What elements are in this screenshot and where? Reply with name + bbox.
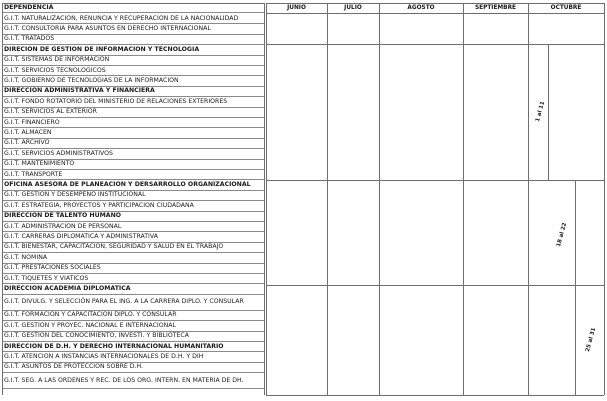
grid-vertical-line <box>327 3 328 395</box>
dependency-row: G.I.T. MANTENIMIENTO <box>2 160 264 170</box>
grid-horizontal-line <box>266 285 604 286</box>
month-header-junio: JUNIO <box>287 5 306 11</box>
dependency-row: G.I.T. NOMINA <box>2 253 264 263</box>
dependency-row: G.I.T. TRANSPORTE <box>2 170 264 180</box>
grid-vertical-line <box>266 3 267 395</box>
section-header-row: DIRECCION DE D.H. Y DERECHO INTERNACIONAL HUMANITARIO <box>2 342 264 352</box>
grid-vertical-line <box>379 3 380 395</box>
dependency-row: G.I.T. DIVULG. Y SELECCIÓN PARA EL ING. A LA CARRERA DIPLO. Y CONSULAR <box>2 295 264 311</box>
dependency-row: G.I.T. FORMACIÓN Y CAPACITACIÓN DIPLO. Y CONSULAR <box>2 311 264 321</box>
grid-vertical-line <box>528 3 529 395</box>
dependencia-header: DEPENDENCIA <box>2 4 264 13</box>
month-header-julio: JULIO <box>344 5 362 11</box>
grid-top-border <box>2 3 264 4</box>
grid-horizontal-line <box>266 180 604 181</box>
section-header-row: DIRECCION ACADEMIA DIPLOMATICA <box>2 284 264 294</box>
dependency-row: G.I.T. ATENCION A INSTANCIAS INTERNACIONALES DE D.H. Y DIH <box>2 352 264 362</box>
section-header-row: OFICINA ASESORA DE PLANEACION Y DERSARROLLO ORGANIZACIONAL <box>2 180 264 190</box>
dependency-row: G.I.T. ARCHIVO <box>2 139 264 149</box>
dependency-row: G.I.T. CARRERAS DIPLOMATICA Y ADMINISTRATIVA <box>2 232 264 242</box>
grid-vertical-line <box>2 3 3 395</box>
dependency-row: G.I.T. ESTRATEGIA, PROYECTOS Y PARTICIPACION CIUDADANA <box>2 201 264 211</box>
section-header-row: DIRECCION ADMINISTRATIVA Y FINANCIERA <box>2 87 264 97</box>
dependency-row: G.I.T. SISTEMAS DE INFORMACION <box>2 56 264 66</box>
grid-vertical-line <box>264 3 265 395</box>
month-header-agosto: AGOSTO <box>407 5 435 11</box>
section-header-row: DIRECION DE GESTION DE INFORMACION Y TECNOLOGIA <box>2 45 264 55</box>
octubre-sub-line <box>548 44 549 180</box>
dependency-row: G.I.T. FINANCIERO <box>2 118 264 128</box>
dependency-row: G.I.T. SERVICIOS AL EXTERIOR <box>2 108 264 118</box>
annotation-period-2: 18 al 22 <box>556 222 569 248</box>
grid-horizontal-line <box>266 395 604 396</box>
dependency-row: G.I.T. SEG. A LAS ORDENES Y REC. DE LOS ORG. INTERN. EN MATERIA DE DH. <box>2 373 264 389</box>
dependency-row: G.I.T. FONDO ROTATORIO DEL MINISTERIO DE RELACIONES EXTERIORES <box>2 97 264 107</box>
dependency-row: G.I.T. PRESTACIONES SOCIALES <box>2 264 264 274</box>
dependency-row: G.I.T. SERVICIOS ADMINISTRATIVOS <box>2 149 264 159</box>
dependency-row: G.I.T. NATURALIZACION, RENUNCIA Y RECUPERACION DE LA NACIONALIDAD <box>2 14 264 24</box>
dependency-row: G.I.T. ALMACEN <box>2 128 264 138</box>
grid-horizontal-line <box>266 3 604 4</box>
dependency-row: G.I.T. ADMINISTRACION DE PERSONAL <box>2 222 264 232</box>
dependency-row: G.I.T. ASUNTOS DE PROTECCION SOBRE D.H. <box>2 363 264 373</box>
section-header-row: DIRECCION DE TALENTO HUMANO <box>2 212 264 222</box>
dependency-row: G.I.T. SERVICIOS TECNOLOGICOS <box>2 66 264 76</box>
month-header-octubre: OCTUBRE <box>550 5 582 11</box>
dependency-row: G.I.T. GESTION Y PROYEC. NACIONAL E INTERNACIONAL <box>2 321 264 331</box>
annotation-period-1: 1 al 11 <box>535 100 547 123</box>
month-header-septiembre: SEPTIEMBRE <box>474 5 517 11</box>
dependency-row: G.I.T. BIENESTAR, CAPACITACION, SEGURIDAD Y SALUD EN EL TRABAJO <box>2 243 264 253</box>
dependency-row: G.I.T. GESTION DEL CONOCIMIENTO, INVESTI. Y BIBLIOTECA <box>2 332 264 342</box>
grid-vertical-line <box>463 3 464 395</box>
dependency-row: G.I.T. CONSULTORIA PARA ASUNTOS EN DERECHO INTERNACIONAL <box>2 24 264 34</box>
dependency-row: G.I.T. GOBIERNO DE TECNOLOGIAS DE LA INFORMACION <box>2 76 264 86</box>
dependency-row: G.I.T. TIQUETES Y VIATICOS <box>2 274 264 284</box>
grid-horizontal-line <box>266 13 604 14</box>
dependency-row: G.I.T. GESTION Y DESEMPEÑO INSTITUCIONAL <box>2 191 264 201</box>
dependency-row: G.I.T. TRATADOS <box>2 35 264 45</box>
grid-horizontal-line <box>266 44 604 45</box>
grid-vertical-line <box>604 3 605 395</box>
annotation-period-3: 25 al 31 <box>585 327 598 353</box>
octubre-sub-line <box>575 180 576 395</box>
